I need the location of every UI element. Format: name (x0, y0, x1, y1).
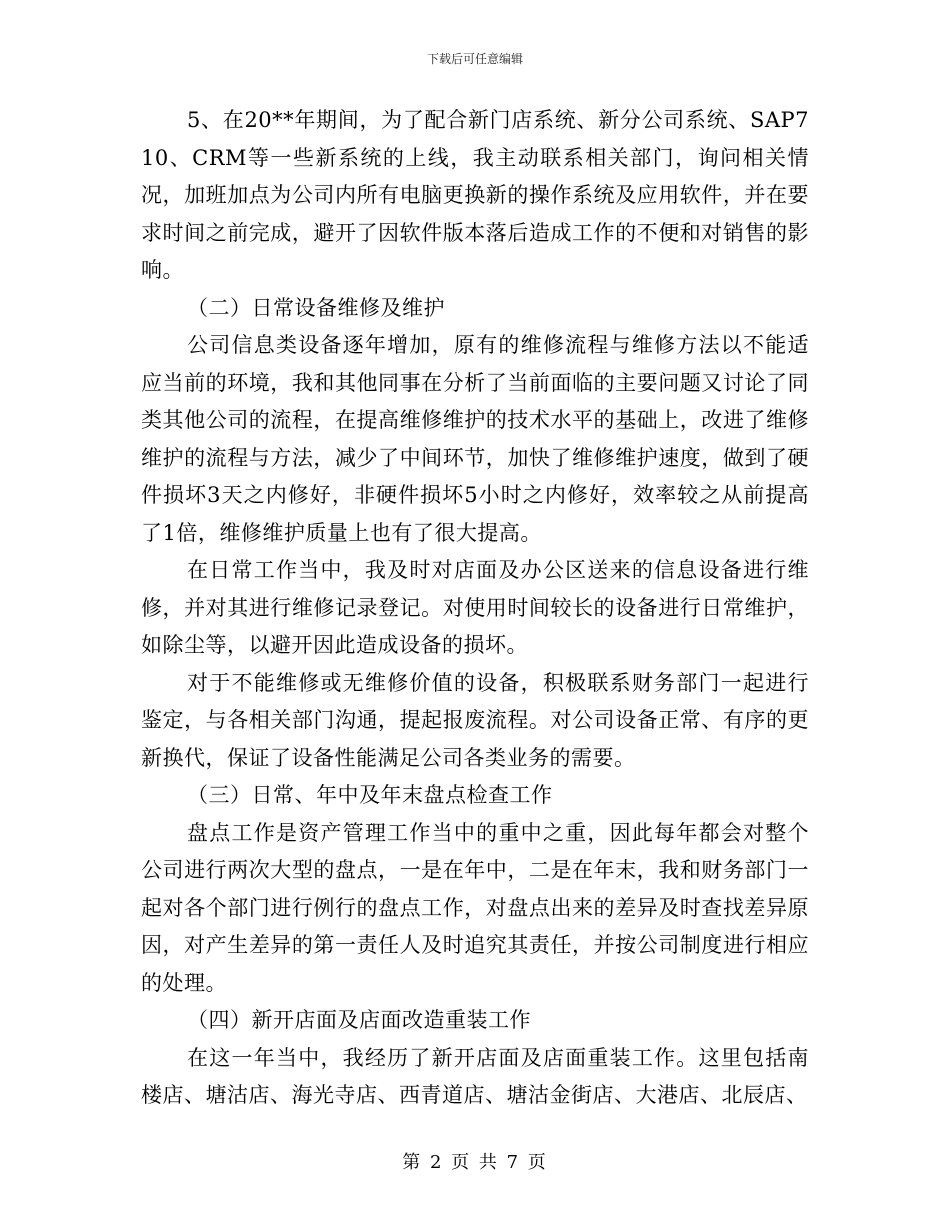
paragraph-system-upgrade: 5、在20**年期间，为了配合新门店系统、新分公司系统、SAP710、CRM等一些新系统的上线，我主动联系相关部门，询问相关情况，加班加点为公司内所有电脑更换新的操作系统及应用软件，并在要求时间之前完成，避开了因软件版本落后造成工作的不便和对销售的影响。 (141, 108, 809, 282)
paragraph-scrap-process: 对于不能维修或无维修价值的设备，积极联系财务部门一起进行鉴定，与各相关部门沟通，提起报废流程。对公司设备正常、有序的更新换代，保证了设备性能满足公司各类业务的需要。 (141, 670, 809, 770)
paragraph-new-stores: 在这一年当中，我经历了新开店面及店面重装工作。这里包括南楼店、塘沽店、海光寺店、西青道店、塘沽金街店、大港店、北辰店、 (141, 1045, 809, 1107)
page-header: 下载后可任意编辑 (426, 52, 523, 66)
paragraph-repair-process: 公司信息类设备逐年增加，原有的维修流程与维修方法以不能适应当前的环境，我和其他同事在分析了当前面临的主要问题又讨论了同类其他公司的流程，在提高维修维护的技术水平的基础上，改进了维修维护的流程与方法，减少了中间环节，加快了维修维护速度，做到了硬件损坏3天之内修好，非硬件损坏5小时之内修好，效率较之从前提高了1倍，维修维护质量上也有了很大提高。 (141, 333, 809, 545)
document-body (141, 102, 809, 1115)
section-heading-equipment-repair: （二）日常设备维修及维护 (187, 295, 445, 320)
page-number-footer: 第 2 页 共 7 页 (402, 1152, 548, 1173)
paragraph-daily-repair: 在日常工作当中，我及时对店面及办公区送来的信息设备进行维修，并对其进行维修记录登记。对使用时间较长的设备进行日常维护，如除尘等，以避开因此造成设备的损坏。 (141, 558, 809, 657)
paragraph-inventory-check: 盘点工作是资产管理工作当中的重中之重，因此每年都会对整个公司进行两次大型的盘点，一是在年中，二是在年末，我和财务部门一起对各个部门进行例行的盘点工作，对盘点出来的差异及时查找差异原因，对产生差异的第一责任人及时追究其责任，并按公司制度进行相应的处理。 (141, 820, 809, 995)
section-heading-new-stores: （四）新开店面及店面改造重装工作 (187, 1008, 531, 1032)
section-heading-inventory-check: （三）日常、年中及年末盘点检查工作 (187, 783, 553, 807)
